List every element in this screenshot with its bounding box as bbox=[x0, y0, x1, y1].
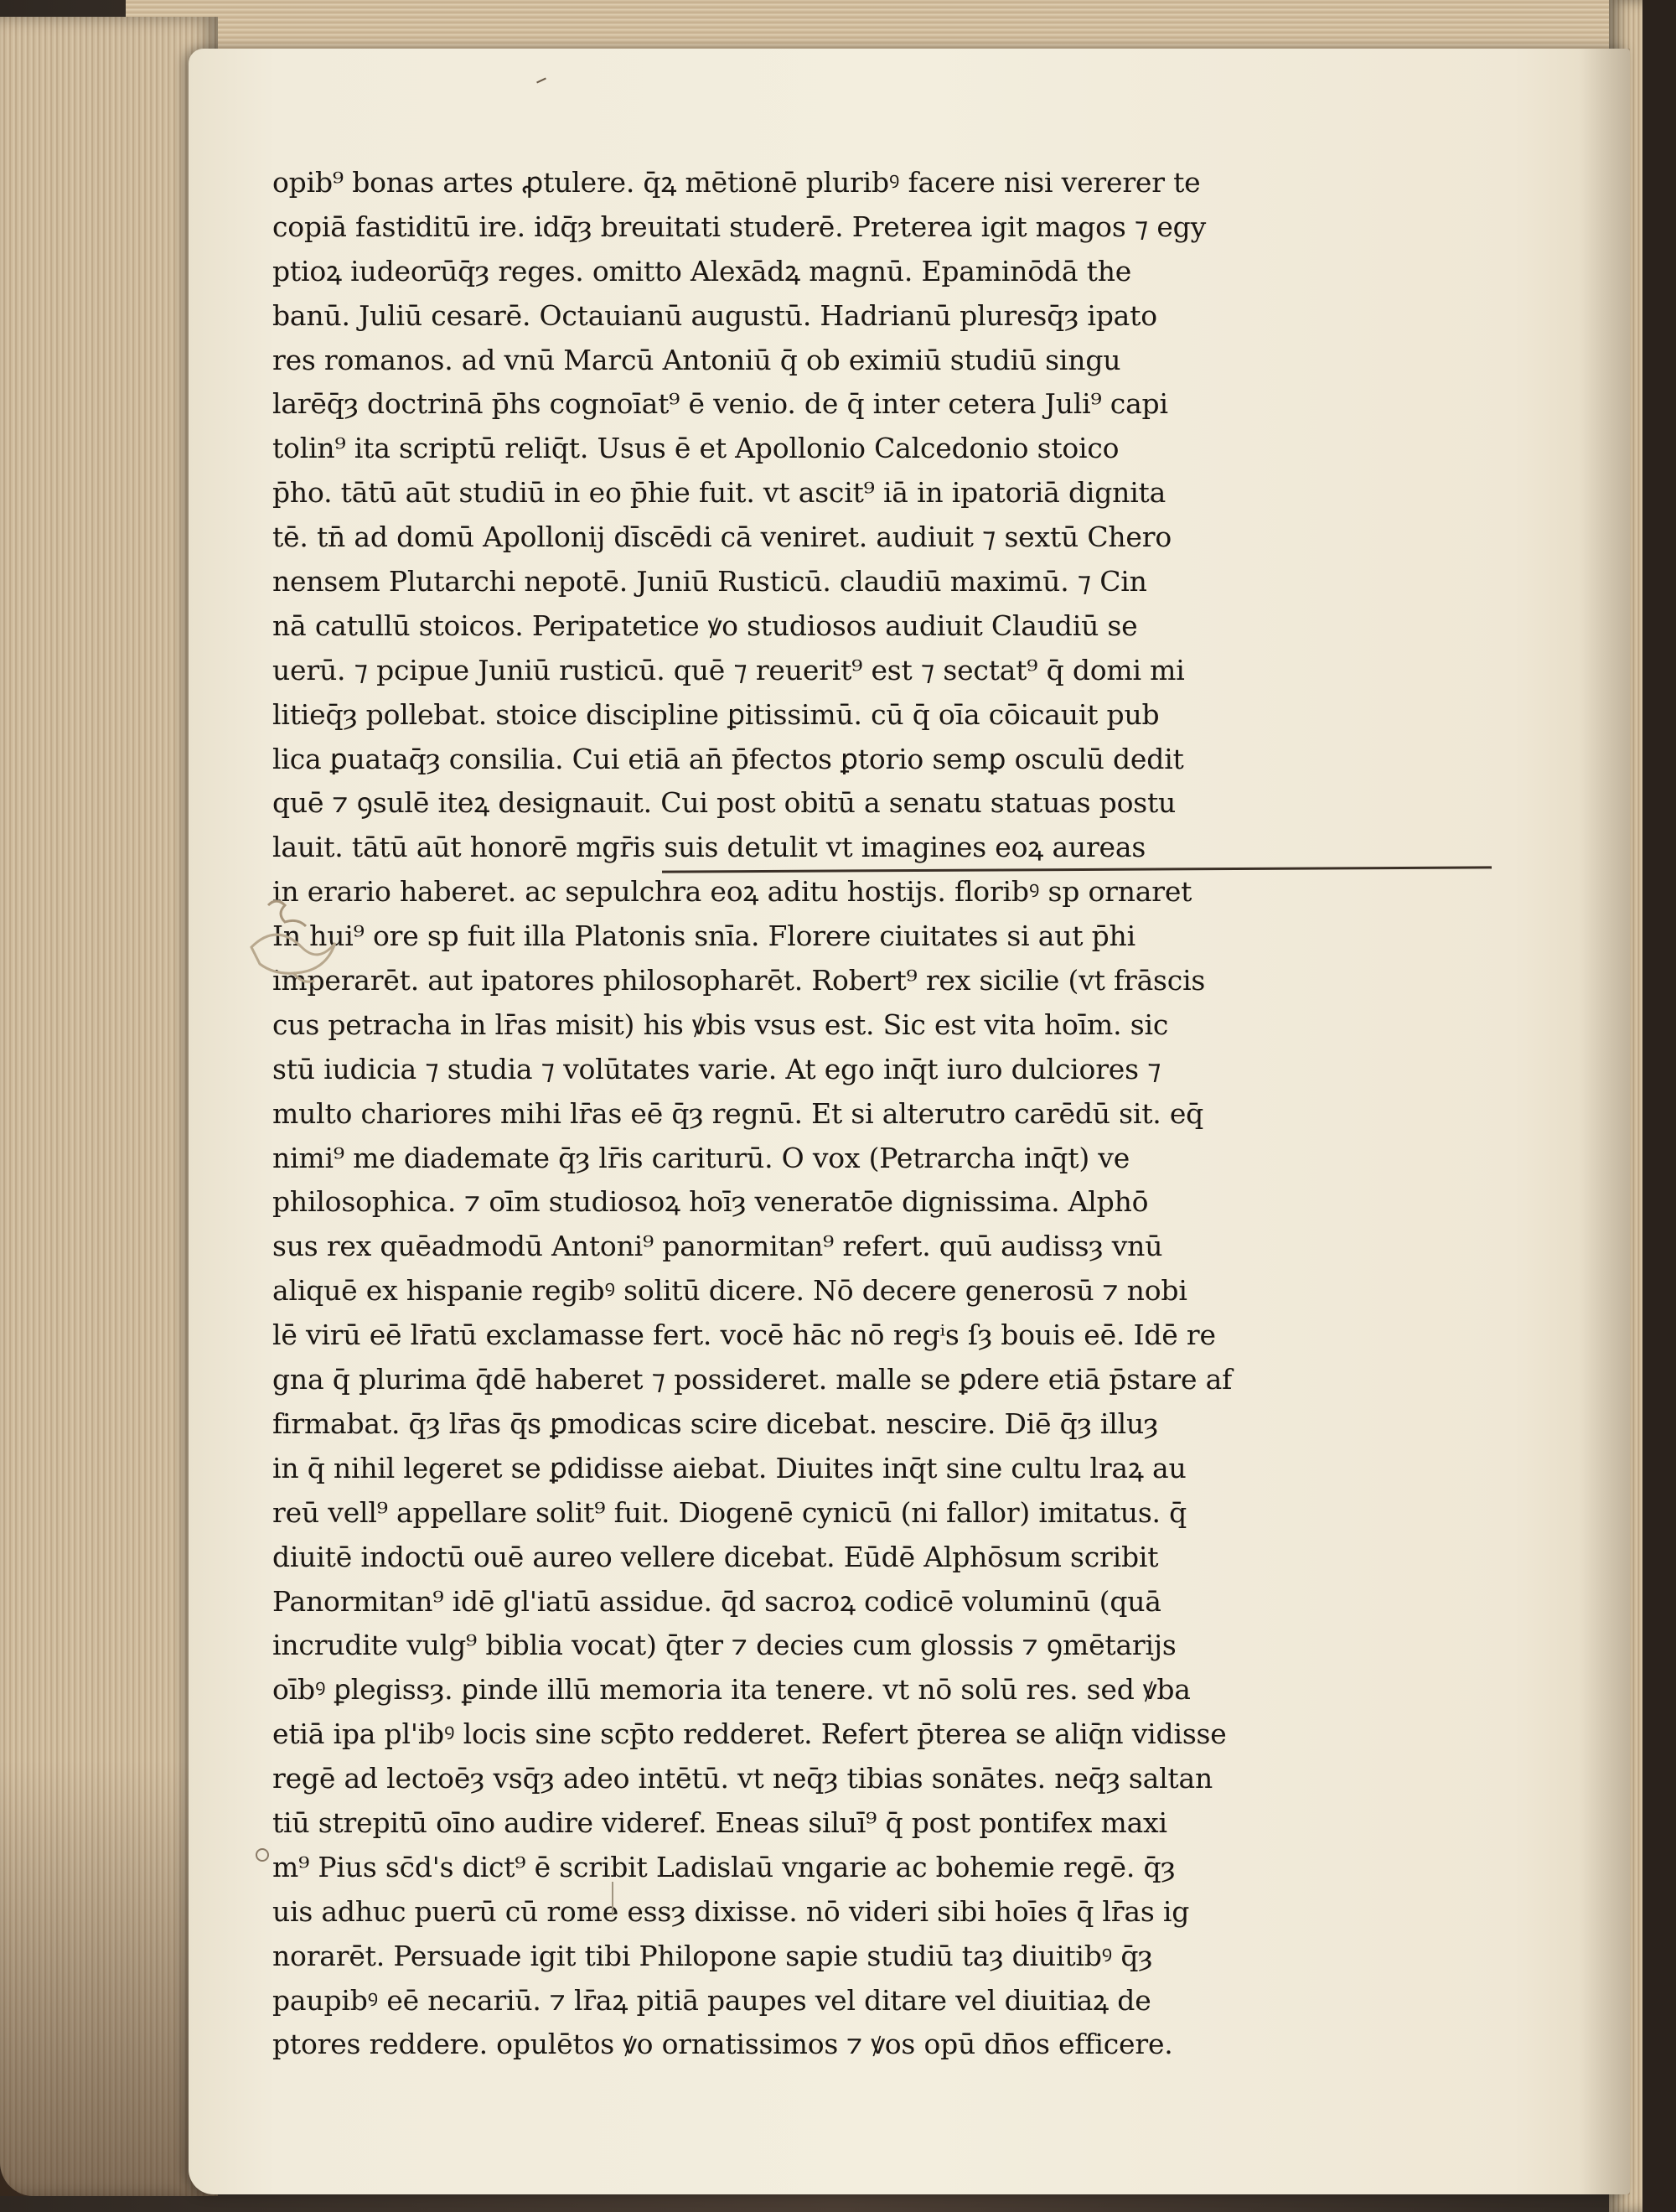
text-line: diuitē indoctū ouē aureo vellere dicebat. Eūdē Alphōsum scribit bbox=[272, 1540, 1159, 1573]
text-line: Panormitan⁹ idē gl'iatū assidue. q̄d sacroꝝ codicē voluminū (quā bbox=[272, 1584, 1161, 1618]
text-line: stū iudicia ⁊ studia ⁊ volūtates varie. At ego inq̄t iuro dulciores ⁊ bbox=[272, 1052, 1161, 1085]
text-line: lē virū eē lr̄atū exclamasse fert. vocē hāc nō regⁱs ſȝ bouis eē. Idē re bbox=[272, 1318, 1216, 1352]
text-line: regē ad lectoēȝ vsq̄ȝ adeo intētū. vt neq̄ȝ tibias sonātes. neq̄ȝ saltan bbox=[272, 1762, 1213, 1795]
text-line: etiā ipa pl'ibꝰ locis sine scp̄to redderet. Refert p̄terea se aliq̄n vidisse bbox=[272, 1717, 1227, 1751]
text-line: In hui⁹ ore sp fuit illa Platonis snīa. Florere ciuitates si aut p̄hi bbox=[272, 920, 1135, 953]
text-line: tiū strepitū oīno audire videref. Eneas siluī⁹ q̄ post pontifex maxi bbox=[272, 1805, 1167, 1839]
text-line: imperarēt. aut ipatores philosopharēt. Robert⁹ rex sicilie (vt frāscis bbox=[272, 964, 1206, 997]
text-line: res romanos. ad vnū Marcū Antoniū q̄ ob eximiū studiū singu bbox=[272, 343, 1121, 376]
text-line: tē. tn̄ ad domū Apollonij dīscēdi cā veniret. audiuit ⁊ sextū Chero bbox=[272, 521, 1172, 554]
text-line: copiā fastiditū ire. idq̄ȝ breuitati studerē. Preterea igit magos ⁊ egy bbox=[272, 210, 1207, 243]
text-line: nensem Plutarchi nepotē. Juniū Rusticū. claudiū maximū. ⁊ Cin bbox=[272, 565, 1147, 598]
text-line: oībꝰ ꝑlegissȝ. ꝑinde illū memoria ita tenere. vt nō solū res. sed ꝟba bbox=[272, 1673, 1191, 1707]
text-line: reū vell⁹ appellare solit⁹ fuit. Diogenē cynicū (ni fallor) imitatus. q̄ bbox=[272, 1495, 1187, 1529]
margin-circle-mark bbox=[256, 1848, 269, 1862]
text-line: uis adhuc puerū cū rome essȝ dixisse. nō videri sibi hoīes q̄ lr̄as ig bbox=[272, 1894, 1190, 1928]
text-line: gna q̄ plurima q̄dē haberet ⁊ possideret. malle se ꝑdere etiā p̄stare af bbox=[272, 1363, 1233, 1396]
text-line: nimi⁹ me diademate q̄ȝ lr̄is cariturū. O vox (Petrarcha inq̄t) ve bbox=[272, 1141, 1130, 1174]
text-line: multo chariores mihi lr̄as eē q̄ȝ regnū. Et si alterutro carēdū sit. eq̄ bbox=[272, 1096, 1204, 1130]
text-line: in erario haberet. ac sepulchra eoꝝ aditu hostijs. floribꝰ sp ornaret bbox=[272, 875, 1192, 909]
bottom-ink-mark bbox=[612, 1882, 622, 1915]
text-line: aliquē ex hispanie regibꝰ solitū dicere. Nō decere generosū ⁊ nobi bbox=[272, 1274, 1187, 1308]
text-line: philosophica. ⁊ oīm studiosoꝝ hoīȝ veneratōe dignissima. Alphō bbox=[272, 1185, 1149, 1219]
text-line: in q̄ nihil legeret se ꝑdidisse aiebat. Diuites inq̄t sine cultu lraꝝ au bbox=[272, 1451, 1187, 1484]
gutter-shadow bbox=[1580, 49, 1630, 2194]
text-line: banū. Juliū cesarē. Octauianū augustū. Hadrianū pluresq̄ȝ ipato bbox=[272, 298, 1157, 332]
text-line: paupibꝰ eē necariū. ⁊ lr̄aꝝ pitiā paupes vel ditare vel diuitiaꝝ de bbox=[272, 1983, 1151, 2017]
text-line: quē ⁊ ꝯsulē iteꝝ designauit. Cui post obitū a senatu statuas postu bbox=[272, 786, 1177, 820]
text-line: cus petracha in lr̄as misit) his ꝟbis vsus est. Sic est vita hoīm. sic bbox=[272, 1008, 1169, 1041]
text-line: litieq̄ȝ pollebat. stoice discipline ꝑitissimū. cū q̄ oīa cōicauit pub bbox=[272, 697, 1160, 731]
text-line: norarēt. Persuade igit tibi Philopone sapie studiū taȝ diuitibꝰ q̄ȝ bbox=[272, 1939, 1153, 1972]
text-line: lica ꝑuataq̄ȝ consilia. Cui etiā an̄ p̄fectos ꝑtorio semꝑ osculū dedit bbox=[272, 742, 1184, 775]
left-page-stack bbox=[0, 17, 218, 2196]
text-line: firmabat. q̄ȝ lr̄as q̄s ꝑmodicas scire dicebat. nescire. Diē q̄ȝ illuȝ bbox=[272, 1406, 1159, 1440]
text-line: larēq̄ȝ doctrinā p̄hs cognoīat⁹ ē venio. de q̄ inter cetera Juli⁹ capi bbox=[272, 387, 1168, 421]
text-line: uerū. ⁊ pcipue Juniū rusticū. quē ⁊ reuerit⁹ est ⁊ sectat⁹ q̄ domi mi bbox=[272, 653, 1185, 686]
text-line: ptores reddere. opulētos ꝟo ornatissimos ⁊ ꝟos opū dn̄os efficere. bbox=[272, 2028, 1173, 2061]
right-book-edge bbox=[1642, 0, 1676, 2212]
marginal-pen-doodle bbox=[235, 880, 360, 1006]
text-line: nā catullū stoicos. Peripatetice ꝟo studiosos audiuit Claudiū se bbox=[272, 609, 1138, 642]
text-line: m⁹ Pius sc̄d's dict⁹ ē scribit Ladislaū vngarie ac bohemie regē. q̄ȝ bbox=[272, 1850, 1176, 1883]
text-line: lauit. tātū aūt honorē mgr̄is suis detulit vt imagines eoꝝ aureas bbox=[272, 831, 1146, 864]
text-line: opib⁹ bonas artes ꝓtulere. q̄ꝝ mētionē pluribꝰ facere nisi vererer te bbox=[272, 166, 1201, 199]
text-line: ptioꝝ iudeorūq̄ȝ reges. omitto Alexādꝝ magnū. Epaminōdā the bbox=[272, 254, 1132, 288]
text-line: sus rex quēadmodū Antoni⁹ panormitan⁹ refert. quū audissȝ vnū bbox=[272, 1230, 1163, 1263]
text-line: tolin⁹ ita scriptū reliq̄t. Usus ē et Apollonio Calcedonio stoico bbox=[272, 432, 1120, 465]
text-line: incrudite vulg⁹ biblia vocat) q̄ter ⁊ decies cum glossis ⁊ ꝯmētarijs bbox=[272, 1629, 1177, 1662]
text-line: p̄ho. tātū aūt studiū in eo p̄hie fuit. vt ascit⁹ iā in ipatoriā dignita bbox=[272, 476, 1166, 510]
page-text-block bbox=[272, 161, 1471, 2067]
